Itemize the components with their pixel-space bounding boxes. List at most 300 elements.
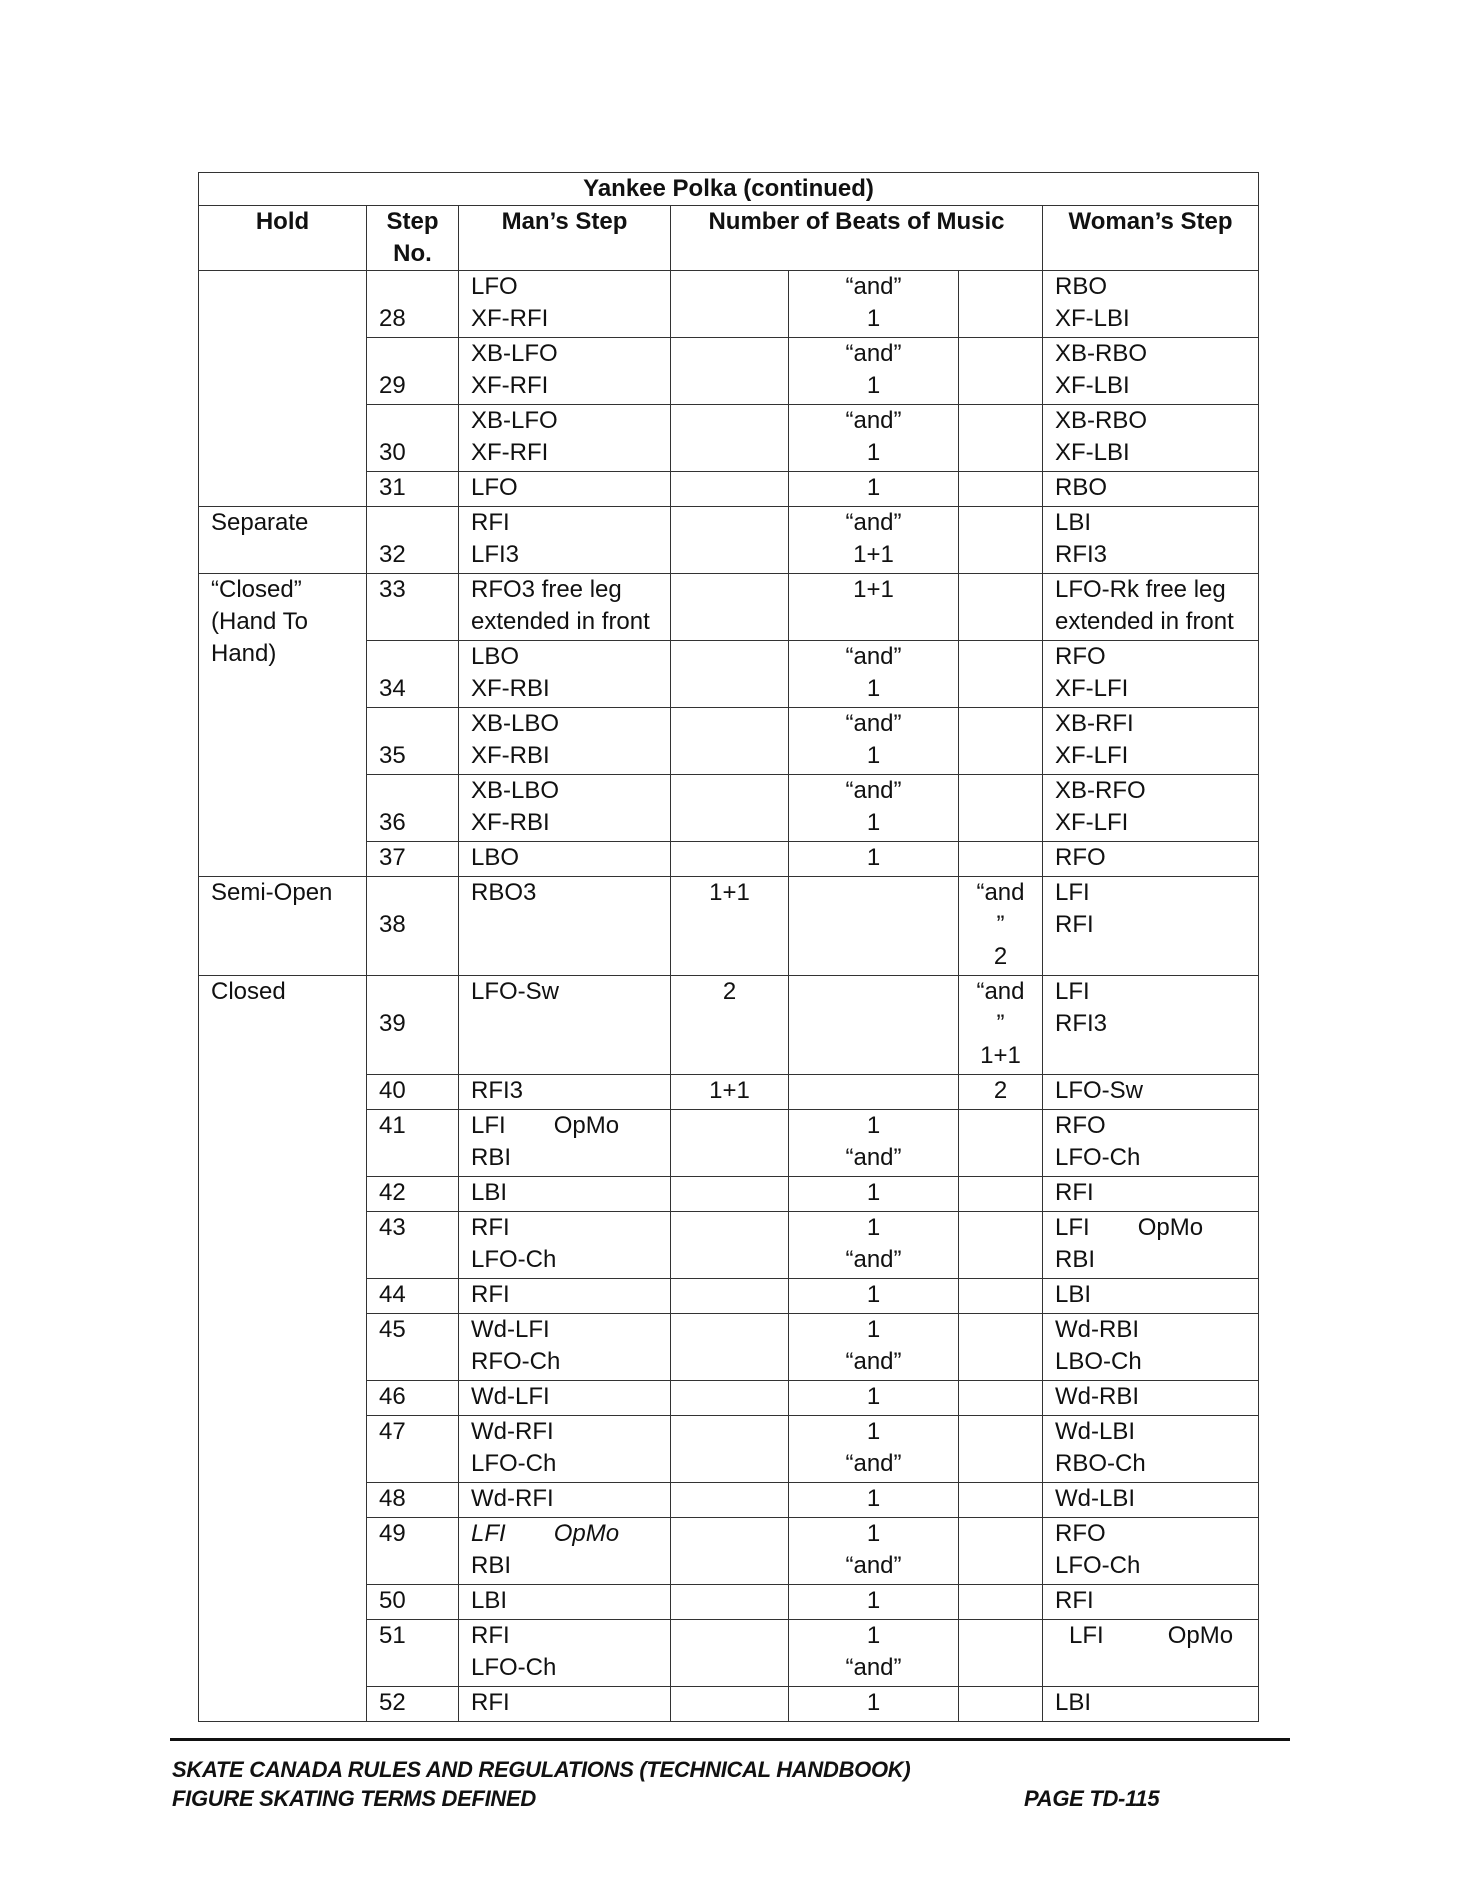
step-number-cell-text: 48 <box>379 1485 406 1512</box>
beats-col-3-cell <box>959 1687 1043 1722</box>
step-number-cell-line <box>367 338 458 370</box>
beats-col-1-cell <box>671 1687 789 1722</box>
beats-col-2-cell-line <box>789 1448 958 1480</box>
beats-col-2-cell-text: 1 <box>866 439 881 466</box>
mans-step-cell-line <box>459 740 670 772</box>
beats-col-1-cell <box>671 1381 789 1416</box>
beats-col-2-cell-text: 1 <box>866 1179 881 1206</box>
hold-cell-text: Separate <box>211 509 309 536</box>
beats-col-2-cell-line <box>789 574 958 606</box>
mans-step-cell-line <box>459 775 670 807</box>
womans-step-cell <box>1043 1279 1259 1314</box>
mans-step-cell-text: XB-LBO <box>471 710 560 737</box>
beats-col-2-cell <box>789 708 959 775</box>
step-number-cell-text: 37 <box>379 844 406 871</box>
beats-col-2-cell-text: 1 <box>866 1622 881 1649</box>
mans-step-cell-text: LFO-Ch <box>471 1450 557 1477</box>
table-row <box>199 507 1259 574</box>
womans-step-cell-text: RFI <box>1055 1587 1094 1614</box>
beats-col-3-cell <box>959 877 1043 976</box>
womans-step-cell <box>1043 507 1259 574</box>
beats-col-3-cell <box>959 574 1043 641</box>
beats-col-2-cell-text: “and” <box>845 340 902 367</box>
step-number-cell <box>367 1212 459 1279</box>
beats-col-1-cell <box>671 1314 789 1381</box>
beats-col-3-cell-line <box>959 1008 1042 1040</box>
table-body <box>199 271 1259 1722</box>
mans-step-cell-line <box>459 338 670 370</box>
womans-step-cell-line <box>1043 1585 1258 1617</box>
mans-step-cell-text: LFI <box>471 1520 506 1547</box>
womans-step-cell-line <box>1057 1620 1258 1652</box>
womans-step-cell <box>1043 1177 1259 1212</box>
mans-step-cell-line <box>459 842 670 874</box>
step-number-cell-line <box>367 877 458 909</box>
beats-col-3-cell-line <box>959 1075 1042 1107</box>
step-number-cell-text: 40 <box>379 1077 406 1104</box>
beats-col-2-cell-line <box>789 1652 958 1684</box>
step-number-cell <box>367 877 459 976</box>
womans-step-cell <box>1043 574 1259 641</box>
step-number-cell <box>367 1177 459 1212</box>
mans-step-cell <box>459 1314 671 1381</box>
womans-step-cell-text: LFO-Rk free leg <box>1055 576 1226 603</box>
beats-col-3-cell-line <box>959 941 1042 973</box>
mans-step-cell-text: XF-RFI <box>471 372 549 399</box>
step-number-cell <box>367 271 459 338</box>
table-row <box>199 574 1259 641</box>
womans-step-cell-line <box>1043 437 1258 469</box>
womans-step-cell <box>1043 405 1259 472</box>
beats-col-1-cell <box>671 1212 789 1279</box>
beats-col-1-cell-line <box>671 877 788 909</box>
womans-step-cell-text: RFO <box>1055 1520 1106 1547</box>
mans-step-cell-text: RFI3 <box>471 1077 524 1104</box>
mans-step-cell-text: LBO <box>471 844 520 871</box>
footer-rule <box>170 1738 1290 1741</box>
womans-step-cell <box>1043 1212 1259 1279</box>
beats-col-2-cell-text: 1 <box>866 742 881 769</box>
womans-step-cell-line <box>1043 775 1258 807</box>
beats-col-2-cell-text: “and” <box>845 710 902 737</box>
beats-col-1-cell <box>671 1483 789 1518</box>
step-number-cell-line <box>367 303 458 335</box>
mans-step-cell <box>459 1483 671 1518</box>
womans-step-cell-text: RFI <box>1055 911 1094 938</box>
womans-step-cell-text: XB-RBO <box>1055 340 1148 367</box>
hold-cell <box>199 271 367 507</box>
womans-step-cell-line <box>1043 1687 1258 1719</box>
beats-col-2-cell <box>789 1279 959 1314</box>
opmo-label: OpMo <box>553 1112 620 1139</box>
hold-cell-line <box>199 638 366 670</box>
step-number-cell-text: 49 <box>379 1520 406 1547</box>
beats-col-2-cell-text: 1 <box>866 474 881 501</box>
step-number-cell <box>367 472 459 507</box>
table-row <box>199 271 1259 338</box>
mans-step-cell-text: RBI <box>471 1144 512 1171</box>
beats-col-1-cell <box>671 775 789 842</box>
beats-col-1-cell <box>671 1075 789 1110</box>
womans-step-cell-text: LFO-Sw <box>1055 1077 1144 1104</box>
beats-col-3-cell <box>959 271 1043 338</box>
mans-step-cell-text: LFI3 <box>471 541 520 568</box>
beats-col-3-cell <box>959 1620 1043 1687</box>
step-number-cell-text: 38 <box>379 911 406 938</box>
mans-step-cell-line <box>459 1687 670 1719</box>
beats-col-3-cell <box>959 976 1043 1075</box>
step-number-cell-text: 29 <box>379 372 406 399</box>
womans-step-cell-text: LFI <box>1055 1214 1090 1241</box>
beats-col-3-cell-text: 1+1 <box>980 1042 1021 1069</box>
step-number-cell-text: 50 <box>379 1587 406 1614</box>
step-number-cell-text: 30 <box>379 439 406 466</box>
beats-col-3-cell-text: ” <box>996 1010 1005 1037</box>
mans-step-cell-text: XB-LBO <box>471 777 560 804</box>
womans-step-cell-line <box>1043 673 1258 705</box>
mans-step-cell-text: XF-RFI <box>471 305 549 332</box>
step-number-cell-line <box>367 842 458 874</box>
step-number-cell-line <box>367 1687 458 1719</box>
womans-step-cell-line <box>1043 1314 1258 1346</box>
mans-step-cell-text: LFO-Ch <box>471 1654 557 1681</box>
beats-col-2-cell-line <box>789 1177 958 1209</box>
beats-col-2-cell-text: 1 <box>866 844 881 871</box>
beats-col-2-cell-text: 1 <box>866 1689 881 1716</box>
beats-col-2-cell <box>789 1620 959 1687</box>
beats-col-2-cell-text: 1 <box>866 809 881 836</box>
step-number-cell-line <box>367 1075 458 1107</box>
beats-col-2-cell-text: 1+1 <box>853 576 894 603</box>
mans-step-cell-text: LFO <box>471 273 518 300</box>
step-number-cell-line <box>367 740 458 772</box>
womans-step-cell-text: RFI <box>1055 1179 1094 1206</box>
mans-step-cell <box>459 1585 671 1620</box>
beats-col-2-cell-line <box>789 437 958 469</box>
womans-step-cell <box>1043 1483 1259 1518</box>
hold-cell <box>199 507 367 574</box>
beats-col-2-cell-line <box>789 673 958 705</box>
header-hold: Hold <box>199 206 367 271</box>
womans-step-cell-line <box>1043 574 1258 606</box>
mans-step-cell-line <box>459 807 670 839</box>
beats-col-2-cell-line <box>789 1212 958 1244</box>
step-number-cell-line <box>367 1314 458 1346</box>
beats-col-2-cell <box>789 1110 959 1177</box>
step-number-cell-line <box>367 1518 458 1550</box>
mans-step-cell-line <box>459 303 670 335</box>
beats-col-2-cell <box>789 405 959 472</box>
womans-step-cell-text: XF-LBI <box>1055 372 1130 399</box>
mans-step-cell-text: RFI <box>471 1214 510 1241</box>
hold-cell-line <box>199 507 366 539</box>
beats-col-2-cell-line <box>789 807 958 839</box>
beats-col-2-cell <box>789 1483 959 1518</box>
yankee-polka-table <box>198 172 1259 1722</box>
step-number-cell-line <box>367 1212 458 1244</box>
beats-col-1-cell <box>671 472 789 507</box>
womans-step-cell-line <box>1043 539 1258 571</box>
beats-col-3-cell-text: ” <box>996 911 1005 938</box>
mans-step-cell <box>459 271 671 338</box>
beats-col-1-cell-text: 2 <box>722 978 737 1005</box>
step-number-cell-line <box>367 405 458 437</box>
beats-col-3-cell <box>959 708 1043 775</box>
womans-step-cell-text: XF-LBI <box>1055 305 1130 332</box>
step-number-cell <box>367 1416 459 1483</box>
beats-col-2-cell-text: “and” <box>845 777 902 804</box>
step-number-cell <box>367 1620 459 1687</box>
mans-step-cell-text: Wd-LFI <box>471 1383 550 1410</box>
beats-col-3-cell <box>959 1110 1043 1177</box>
beats-col-2-cell-line <box>789 539 958 571</box>
mans-step-cell-line <box>459 1448 670 1480</box>
mans-step-cell-text: RFO3 free leg <box>471 576 622 603</box>
womans-step-cell <box>1043 877 1259 976</box>
step-number-cell <box>367 842 459 877</box>
womans-step-cell <box>1043 472 1259 507</box>
womans-step-cell-text: Wd-RBI <box>1055 1383 1139 1410</box>
mans-step-cell-line <box>459 1518 670 1550</box>
mans-step-cell-line <box>459 1244 670 1276</box>
womans-step-cell-line <box>1043 909 1258 941</box>
beats-col-2-cell <box>789 574 959 641</box>
step-number-cell-text: 41 <box>379 1112 406 1139</box>
step-number-cell-text: 47 <box>379 1418 406 1445</box>
step-number-cell-line <box>367 1483 458 1515</box>
womans-step-cell <box>1043 1585 1259 1620</box>
step-number-cell-line <box>367 976 458 1008</box>
beats-col-1-cell <box>671 877 789 976</box>
womans-step-cell <box>1043 1687 1259 1722</box>
beats-col-3-cell-text: “and <box>976 978 1025 1005</box>
beats-col-3-cell <box>959 1585 1043 1620</box>
womans-step-cell-line <box>1043 740 1258 772</box>
step-number-cell-line <box>367 437 458 469</box>
womans-step-cell-line <box>1043 842 1258 874</box>
beats-col-1-cell-line <box>671 976 788 1008</box>
mans-step-cell-line <box>459 1142 670 1174</box>
mans-step-cell-line <box>459 1177 670 1209</box>
beats-col-2-cell-text: 1 <box>866 1316 881 1343</box>
mans-step-cell-text: XF-RFI <box>471 439 549 466</box>
mans-step-cell-text: XF-RBI <box>471 742 550 769</box>
womans-step-cell-text: RFI3 <box>1055 541 1108 568</box>
mans-step-cell-text: XF-RBI <box>471 675 550 702</box>
mans-step-cell-text: Wd-LFI <box>471 1316 550 1343</box>
beats-col-3-cell <box>959 472 1043 507</box>
mans-step-cell <box>459 1518 671 1585</box>
beats-col-2-cell-line <box>789 1244 958 1276</box>
step-number-cell-line <box>367 1110 458 1142</box>
mans-step-cell-line <box>459 641 670 673</box>
womans-step-cell-line <box>1043 1483 1258 1515</box>
step-number-cell-line <box>367 1620 458 1652</box>
womans-step-cell-line <box>1043 338 1258 370</box>
beats-col-2-cell-line <box>789 472 958 504</box>
womans-step-cell <box>1043 976 1259 1075</box>
womans-step-cell <box>1043 271 1259 338</box>
step-number-cell-text: 51 <box>379 1622 406 1649</box>
mans-step-cell-line <box>459 574 670 606</box>
mans-step-cell <box>459 1279 671 1314</box>
beats-col-2-cell-line <box>789 1416 958 1448</box>
step-number-cell <box>367 641 459 708</box>
beats-col-2-cell <box>789 1177 959 1212</box>
mans-step-cell-text: RFO-Ch <box>471 1348 561 1375</box>
beats-col-2-cell <box>789 775 959 842</box>
beats-col-2-cell-line <box>789 1279 958 1311</box>
beats-col-2-cell-text: 1 <box>866 1383 881 1410</box>
womans-step-cell-line <box>1043 1550 1258 1582</box>
beats-col-2-cell-line <box>789 370 958 402</box>
beats-col-3-cell <box>959 1381 1043 1416</box>
mans-step-cell-line <box>459 1585 670 1617</box>
step-number-cell-line <box>367 909 458 941</box>
step-number-cell <box>367 507 459 574</box>
beats-col-2-cell-line <box>789 1314 958 1346</box>
beats-col-3-cell <box>959 507 1043 574</box>
womans-step-cell-line <box>1043 1346 1258 1378</box>
step-number-cell-text: 33 <box>379 576 406 603</box>
mans-step-cell <box>459 405 671 472</box>
womans-step-cell <box>1043 1518 1259 1585</box>
womans-step-cell-text: RBO-Ch <box>1055 1450 1146 1477</box>
mans-step-cell-text: XB-LFO <box>471 340 558 367</box>
step-number-cell-line <box>367 370 458 402</box>
mans-step-cell <box>459 1416 671 1483</box>
womans-step-cell-line <box>1043 641 1258 673</box>
step-number-cell <box>367 1279 459 1314</box>
beats-col-2-cell-line <box>789 641 958 673</box>
beats-col-2-cell-line <box>789 1518 958 1550</box>
beats-col-2-cell-line <box>789 405 958 437</box>
beats-col-2-cell-line <box>789 740 958 772</box>
womans-step-cell-text: LFI <box>1055 879 1090 906</box>
beats-col-2-cell <box>789 1416 959 1483</box>
beats-col-3-cell <box>959 1314 1043 1381</box>
womans-step-cell-text: RBO <box>1055 474 1108 501</box>
beats-col-2-cell <box>789 842 959 877</box>
beats-col-2-cell-line <box>789 271 958 303</box>
mans-step-cell-line <box>459 1416 670 1448</box>
beats-col-3-cell <box>959 1416 1043 1483</box>
beats-col-1-cell <box>671 405 789 472</box>
beats-col-2-cell-text: “and” <box>845 1144 902 1171</box>
step-number-cell-text: 46 <box>379 1383 406 1410</box>
mans-step-cell-text: Wd-RFI <box>471 1418 554 1445</box>
womans-step-cell-text: RFO <box>1055 844 1106 871</box>
beats-col-1-cell <box>671 574 789 641</box>
womans-step-cell <box>1043 1075 1259 1110</box>
mans-step-cell <box>459 641 671 708</box>
beats-col-1-cell <box>671 842 789 877</box>
womans-step-cell-line <box>1043 1416 1258 1448</box>
beats-col-3-cell <box>959 338 1043 405</box>
beats-col-2-cell-text: “and” <box>845 1450 902 1477</box>
womans-step-cell-line <box>1043 1212 1258 1244</box>
beats-col-1-cell <box>671 641 789 708</box>
mans-step-cell-text: LFO <box>471 474 518 501</box>
womans-step-cell-line <box>1043 1008 1258 1040</box>
beats-col-2-cell-line <box>789 1346 958 1378</box>
beats-col-2-cell <box>789 472 959 507</box>
hold-cell-line <box>199 574 366 606</box>
beats-col-2-cell <box>789 1075 959 1110</box>
mans-step-cell <box>459 1687 671 1722</box>
mans-step-cell-text: RFI <box>471 509 510 536</box>
mans-step-cell <box>459 1381 671 1416</box>
beats-col-1-cell <box>671 338 789 405</box>
mans-step-cell-line <box>459 1075 670 1107</box>
hold-cell-line <box>199 877 366 909</box>
mans-step-cell-text: LFO-Ch <box>471 1246 557 1273</box>
mans-step-cell-line <box>459 539 670 571</box>
mans-step-cell <box>459 976 671 1075</box>
womans-step-cell-line <box>1043 1518 1258 1550</box>
beats-col-2-cell-text: 1 <box>866 1587 881 1614</box>
beats-col-3-cell-line <box>959 909 1042 941</box>
mans-step-cell <box>459 338 671 405</box>
beats-col-2-cell-line <box>789 507 958 539</box>
beats-col-2-cell-text: 1 <box>866 305 881 332</box>
womans-step-cell-text: Wd-LBI <box>1055 1418 1136 1445</box>
step-number-cell <box>367 338 459 405</box>
mans-step-cell-line <box>459 1346 670 1378</box>
step-number-cell-line <box>367 807 458 839</box>
step-number-cell-text: 45 <box>379 1316 406 1343</box>
mans-step-cell-line <box>459 673 670 705</box>
beats-col-2-cell <box>789 1585 959 1620</box>
mans-step-cell <box>459 1177 671 1212</box>
womans-step-cell-text: LBI <box>1055 1281 1092 1308</box>
mans-step-cell-line <box>459 1314 670 1346</box>
womans-step-cell-line <box>1043 1110 1258 1142</box>
step-number-cell-text: 42 <box>379 1179 406 1206</box>
womans-step-cell-text: LBI <box>1055 1689 1092 1716</box>
womans-step-cell-line <box>1043 1142 1258 1174</box>
beats-col-3-cell-text: 2 <box>993 1077 1008 1104</box>
beats-col-2-cell-text: 1 <box>866 1112 881 1139</box>
beats-col-2-cell-text: “and” <box>845 273 902 300</box>
footer-handbook-title: SKATE CANADA RULES AND REGULATIONS (TECHNICAL HANDBOOK) <box>172 1757 911 1782</box>
womans-step-cell-text: RBI <box>1055 1246 1096 1273</box>
womans-step-cell-text: RBO <box>1055 273 1108 300</box>
hold-cell <box>199 877 367 976</box>
womans-step-cell <box>1043 641 1259 708</box>
womans-step-cell-text: XB-RFI <box>1055 710 1134 737</box>
beats-col-2-cell-line <box>789 1687 958 1719</box>
womans-step-cell-line <box>1043 1177 1258 1209</box>
hold-cell-text: Closed <box>211 978 286 1005</box>
womans-step-cell <box>1043 1314 1259 1381</box>
mans-step-cell <box>459 1075 671 1110</box>
womans-step-cell-text: RFI3 <box>1055 1010 1108 1037</box>
beats-col-2-cell-text: 1 <box>866 1418 881 1445</box>
womans-step-cell-line <box>1043 1279 1258 1311</box>
womans-step-cell-line <box>1043 976 1258 1008</box>
table-caption: Yankee Polka (continued) <box>199 173 1259 206</box>
step-number-cell-line <box>367 1381 458 1413</box>
beats-col-2-cell-text: “and” <box>845 1348 902 1375</box>
mans-step-cell-text: LFO-Sw <box>471 978 560 1005</box>
mans-step-cell <box>459 472 671 507</box>
beats-col-2-cell-line <box>789 708 958 740</box>
header-step-no: Step No. <box>367 206 459 271</box>
womans-step-cell-line <box>1043 606 1258 638</box>
womans-step-cell-line <box>1043 271 1258 303</box>
womans-step-cell-line <box>1043 1448 1258 1480</box>
